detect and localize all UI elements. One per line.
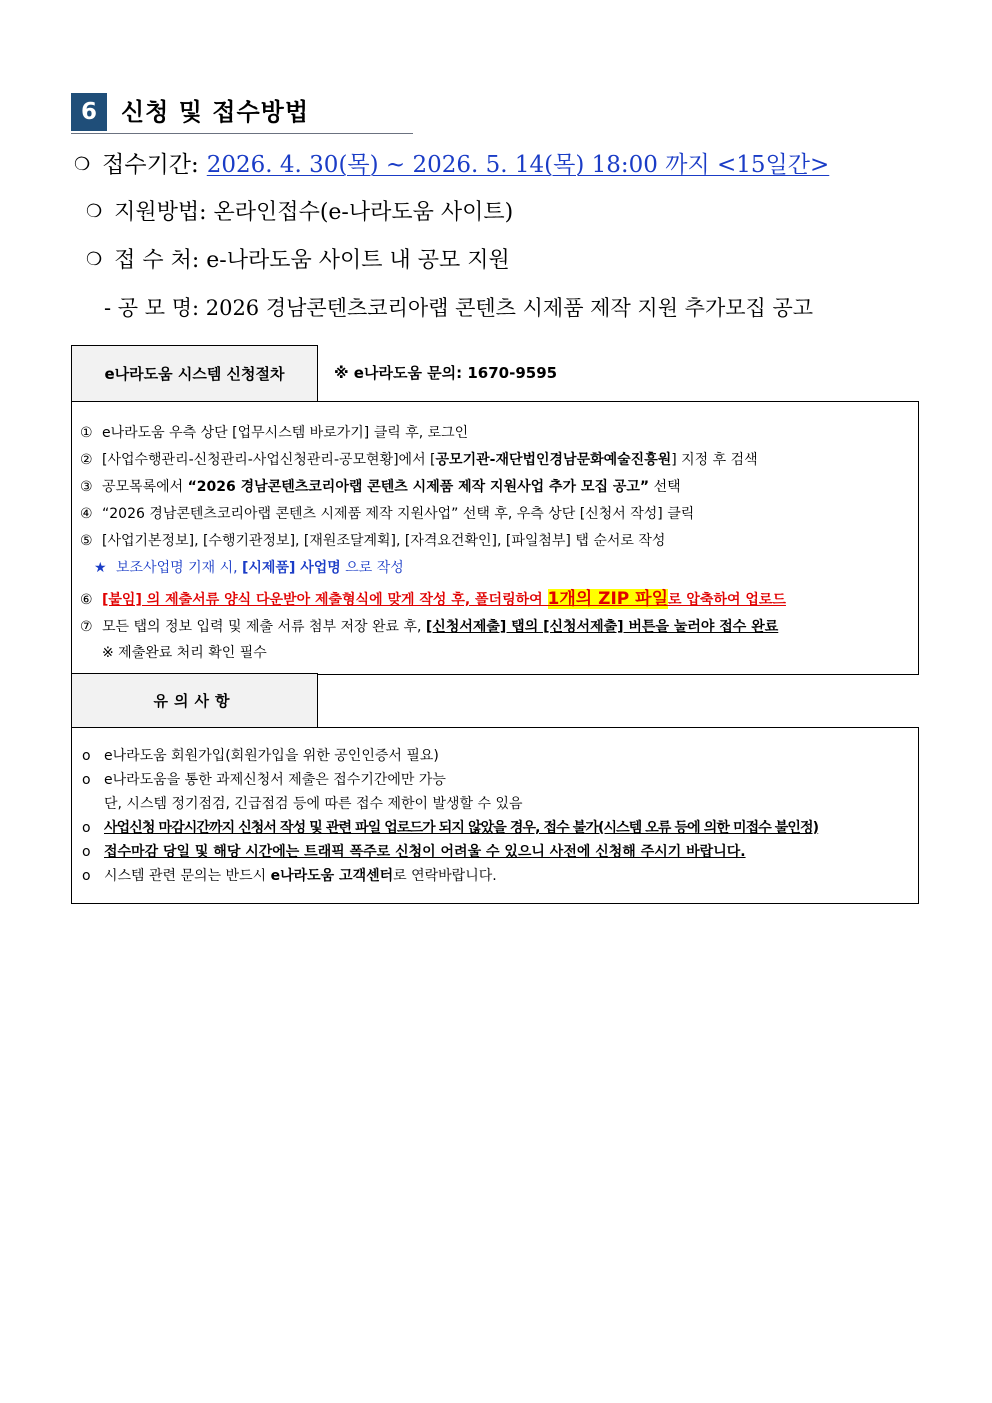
- procedure-item-highlight: ⑥ [붙임] 의 제출서류 양식 다운받아 제출형식에 맞게 작성 후, 폴더링하여 1개의 ZIP 파일로 압축하여 업로드: [80, 589, 786, 609]
- bullet-circle-icon: ❍: [86, 249, 103, 270]
- section-title: 신청 및 접수방법: [121, 98, 309, 126]
- notice-name-line: - 공 모 명: 2026 경남콘텐츠코리아랩 콘텐츠 시제품 제작 지원 추가모집 공고: [104, 296, 814, 320]
- star-icon: ★: [94, 560, 107, 576]
- method-line: [86, 195, 513, 226]
- procedure-item: ④ “2026 경남콘텐츠코리아랩 콘텐츠 시제품 제작 지원사업” 선택 후, 우측 상단 [신청서 작성] 클릭: [80, 506, 695, 522]
- place-line: [86, 243, 510, 274]
- procedure-item: ① e나라도움 우측 상단 [업무시스템 바로가기] 클릭 후, 로그인: [80, 425, 469, 441]
- procedure-item: ③ 공모목록에서 “2026 경남콘텐츠코리아랩 콘텐츠 시제품 제작 지원사업 추가 모집 공고” 선택: [80, 479, 681, 495]
- procedure-item: ② [사업수행관리-신청관리-사업신청관리-공모현황]에서 [공모기관-재단법인경남문화예술진흥원] 지정 후 검색: [80, 452, 758, 468]
- note-item: o e나라도움을 통한 과제신청서 제출은 접수기간에만 가능: [82, 772, 446, 788]
- bullet-circle-icon: ❍: [86, 201, 103, 222]
- note-item: o 시스템 관련 문의는 반드시 e나라도움 고객센터로 연락바랍니다.: [82, 868, 497, 884]
- procedure-header: e나라도움 시스템 신청절차: [71, 345, 318, 403]
- notes-box: [71, 727, 919, 904]
- period-value: 2026. 4. 30(목) ~ 2026. 5. 14(목) 18:00 까지 <15일간>: [206, 152, 830, 178]
- procedure-box: [71, 401, 919, 675]
- note-item: o e나라도움 회원가입(회원가입을 위한 공인인증서 필요): [82, 748, 439, 764]
- place-text: 접 수 처: e-나라도움 사이트 내 공모 지원: [114, 248, 510, 273]
- procedure-item: ⑦ 모든 탭의 정보 입력 및 제출 서류 첨부 저장 완료 후, [신청서제출] 탭의 [신청서제출] 버튼을 눌러야 접수 완료: [80, 619, 779, 635]
- period-label: 접수기간:: [102, 152, 199, 178]
- bullet-circle-icon: ❍: [74, 154, 91, 175]
- inquiry-note: ※ e나라도움 문의: 1670-9595: [334, 364, 558, 382]
- notes-header: 유의사항: [71, 673, 318, 729]
- period-line: [74, 146, 829, 179]
- procedure-star-item: ★ 보조사업명 기재 시, [시제품] 사업명 으로 작성: [94, 560, 404, 576]
- note-subitem: 단, 시스템 정기점검, 긴급점검 등에 따른 접수 제한이 발생할 수 있음: [104, 796, 523, 812]
- method-text: 지원방법: 온라인접수(e-나라도움 사이트): [114, 200, 514, 225]
- note-item: o 사업신청 마감시간까지 신청서 작성 및 관련 파일 업로드가 되지 않았을 경우, 접수 불가(시스템 오류 등에 의한 미접수 불인정): [82, 820, 819, 836]
- procedure-item: ⑤ [사업기본정보], [수행기관정보], [재원조달계획], [자격요건확인], [파일첨부] 탭 순서로 작성: [80, 533, 666, 549]
- note-item: o 접수마감 당일 및 해당 시간에는 트래픽 폭주로 신청이 어려울 수 있으니 사전에 신청해 주시기 바랍니다.: [82, 844, 746, 860]
- section-number: 6: [71, 93, 107, 131]
- procedure-footnote: ※ 제출완료 처리 확인 필수: [102, 645, 267, 661]
- section-header: [71, 92, 413, 134]
